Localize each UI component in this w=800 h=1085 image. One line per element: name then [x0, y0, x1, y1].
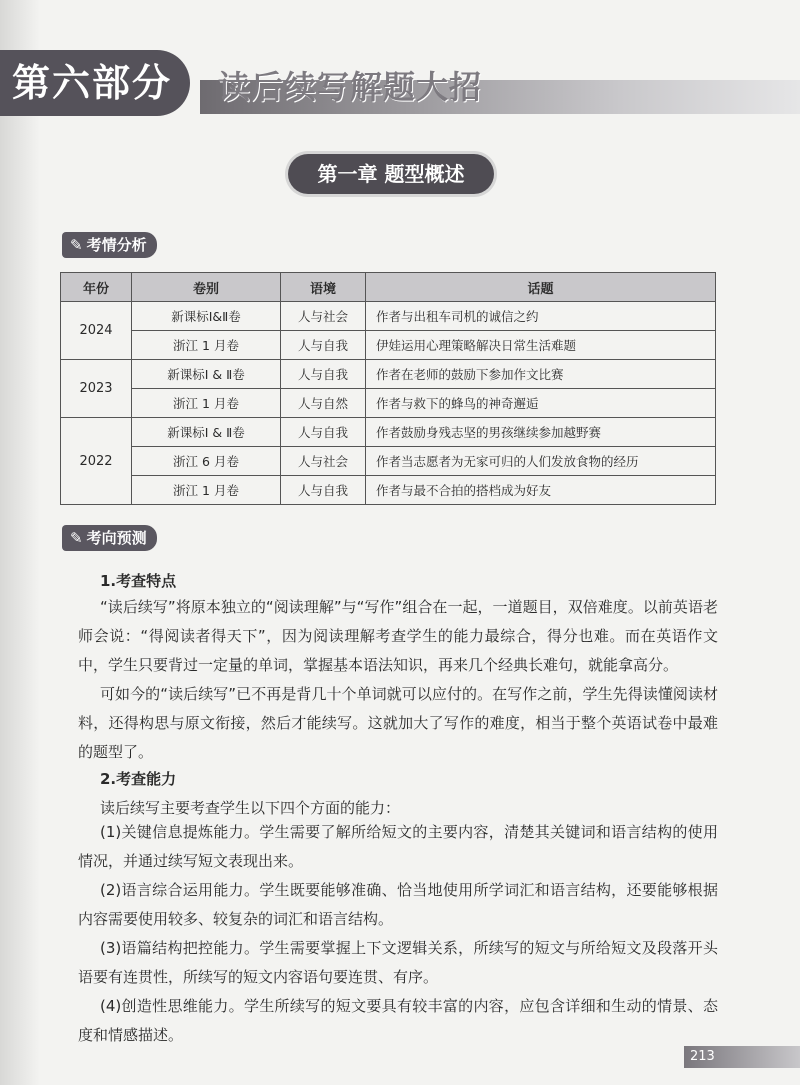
paper-cell: 浙江 1 月卷 [132, 476, 281, 505]
context-cell: 人与自我 [281, 360, 366, 389]
topic-cell: 作者在老师的鼓励下参加作文比赛 [366, 360, 716, 389]
year-cell: 2024 [61, 302, 132, 360]
context-cell: 人与自我 [281, 476, 366, 505]
ability-item: (2)语言综合运用能力。学生既要能够准确、恰当地使用所学词汇和语言结构，还要能够根据内容需要使用较多、较复杂的词汇和语言结构。 [78, 881, 718, 928]
table-row [61, 360, 716, 389]
table-row [61, 331, 716, 360]
chapter-title: 第一章 题型概述 [288, 154, 494, 194]
paragraph: “读后续写”将原本独立的“阅读理解”与“写作”组合在一起，一道题目，双倍难度。以前英语老师会说：“得阅读者得天下”，因为阅读理解考查学生的能力最综合，得分也难。而在英语作文中，学生只要背过一定量的单词，掌握基本语法知识，再来几个经典长难句，就能拿高分。 [78, 598, 718, 674]
column-header: 卷别 [132, 273, 281, 302]
table-row [61, 418, 716, 447]
year-cell: 2022 [61, 418, 132, 505]
part-title: 读后续写解题大招 [218, 68, 483, 106]
pencil-icon: ✎ [70, 529, 83, 547]
subheading-features: 1.考查特点 [100, 572, 177, 590]
page-binding-shadow [0, 0, 40, 1085]
ability-item: (4)创造性思维能力。学生所续写的短文要具有较丰富的内容，应包含详细和生动的情景、态度和情感描述。 [78, 997, 718, 1044]
column-header: 话题 [366, 273, 716, 302]
paragraph: 可如今的“读后续写”已不再是背几十个单词就可以应付的。在写作之前，学生先得读懂阅读材料，还得构思与原文衔接，然后才能续写。这就加大了写作的难度，相当于整个英语试卷中最难的题型了。 [78, 685, 718, 761]
topic-cell: 作者鼓励身残志坚的男孩继续参加越野赛 [366, 418, 716, 447]
section-tag-forecast [62, 525, 157, 551]
section-label: 考情分析 [86, 236, 147, 254]
paper-cell: 新课标Ⅰ & Ⅱ卷 [132, 418, 281, 447]
part-banner [0, 42, 800, 126]
context-cell: 人与自我 [281, 418, 366, 447]
abilities-intro: 读后续写主要考查学生以下四个方面的能力： [100, 799, 401, 817]
context-cell: 人与自我 [281, 331, 366, 360]
table-row [61, 476, 716, 505]
column-header: 年份 [61, 273, 132, 302]
page-number: 213 [684, 1046, 800, 1068]
topic-cell: 作者与最不合拍的搭档成为好友 [366, 476, 716, 505]
topic-cell: 作者与救下的蜂鸟的神奇邂逅 [366, 389, 716, 418]
topic-cell: 伊娃运用心理策略解决日常生活难题 [366, 331, 716, 360]
topic-cell: 作者与出租车司机的诚信之约 [366, 302, 716, 331]
paper-cell: 浙江 1 月卷 [132, 389, 281, 418]
exam-topic-table [60, 272, 716, 505]
paper-cell: 浙江 1 月卷 [132, 331, 281, 360]
section-label: 考向预测 [86, 529, 147, 547]
subheading-abilities: 2.考查能力 [100, 770, 177, 788]
topic-cell: 作者当志愿者为无家可归的人们发放食物的经历 [366, 447, 716, 476]
ability-item: (3)语篇结构把控能力。学生需要掌握上下文逻辑关系，所续写的短文与所给短文及段落开头语要有连贯性，所续写的短文内容语句要连贯、有序。 [78, 939, 718, 986]
table-row [61, 447, 716, 476]
section-tag-analysis [62, 232, 157, 258]
pencil-icon: ✎ [70, 236, 83, 254]
paper-cell: 浙江 6 月卷 [132, 447, 281, 476]
paper-cell: 新课标Ⅰ&Ⅱ卷 [132, 302, 281, 331]
ability-item: (1)关键信息提炼能力。学生需要了解所给短文的主要内容，清楚其关键词和语言结构的使用情况，并通过续写短文表现出来。 [78, 823, 718, 870]
table-header-row [61, 273, 716, 302]
context-cell: 人与社会 [281, 302, 366, 331]
column-header: 语境 [281, 273, 366, 302]
table-row [61, 302, 716, 331]
table-row [61, 389, 716, 418]
paper-cell: 新课标Ⅰ & Ⅱ卷 [132, 360, 281, 389]
context-cell: 人与社会 [281, 447, 366, 476]
part-label: 第六部分 [0, 50, 190, 116]
context-cell: 人与自然 [281, 389, 366, 418]
year-cell: 2023 [61, 360, 132, 418]
